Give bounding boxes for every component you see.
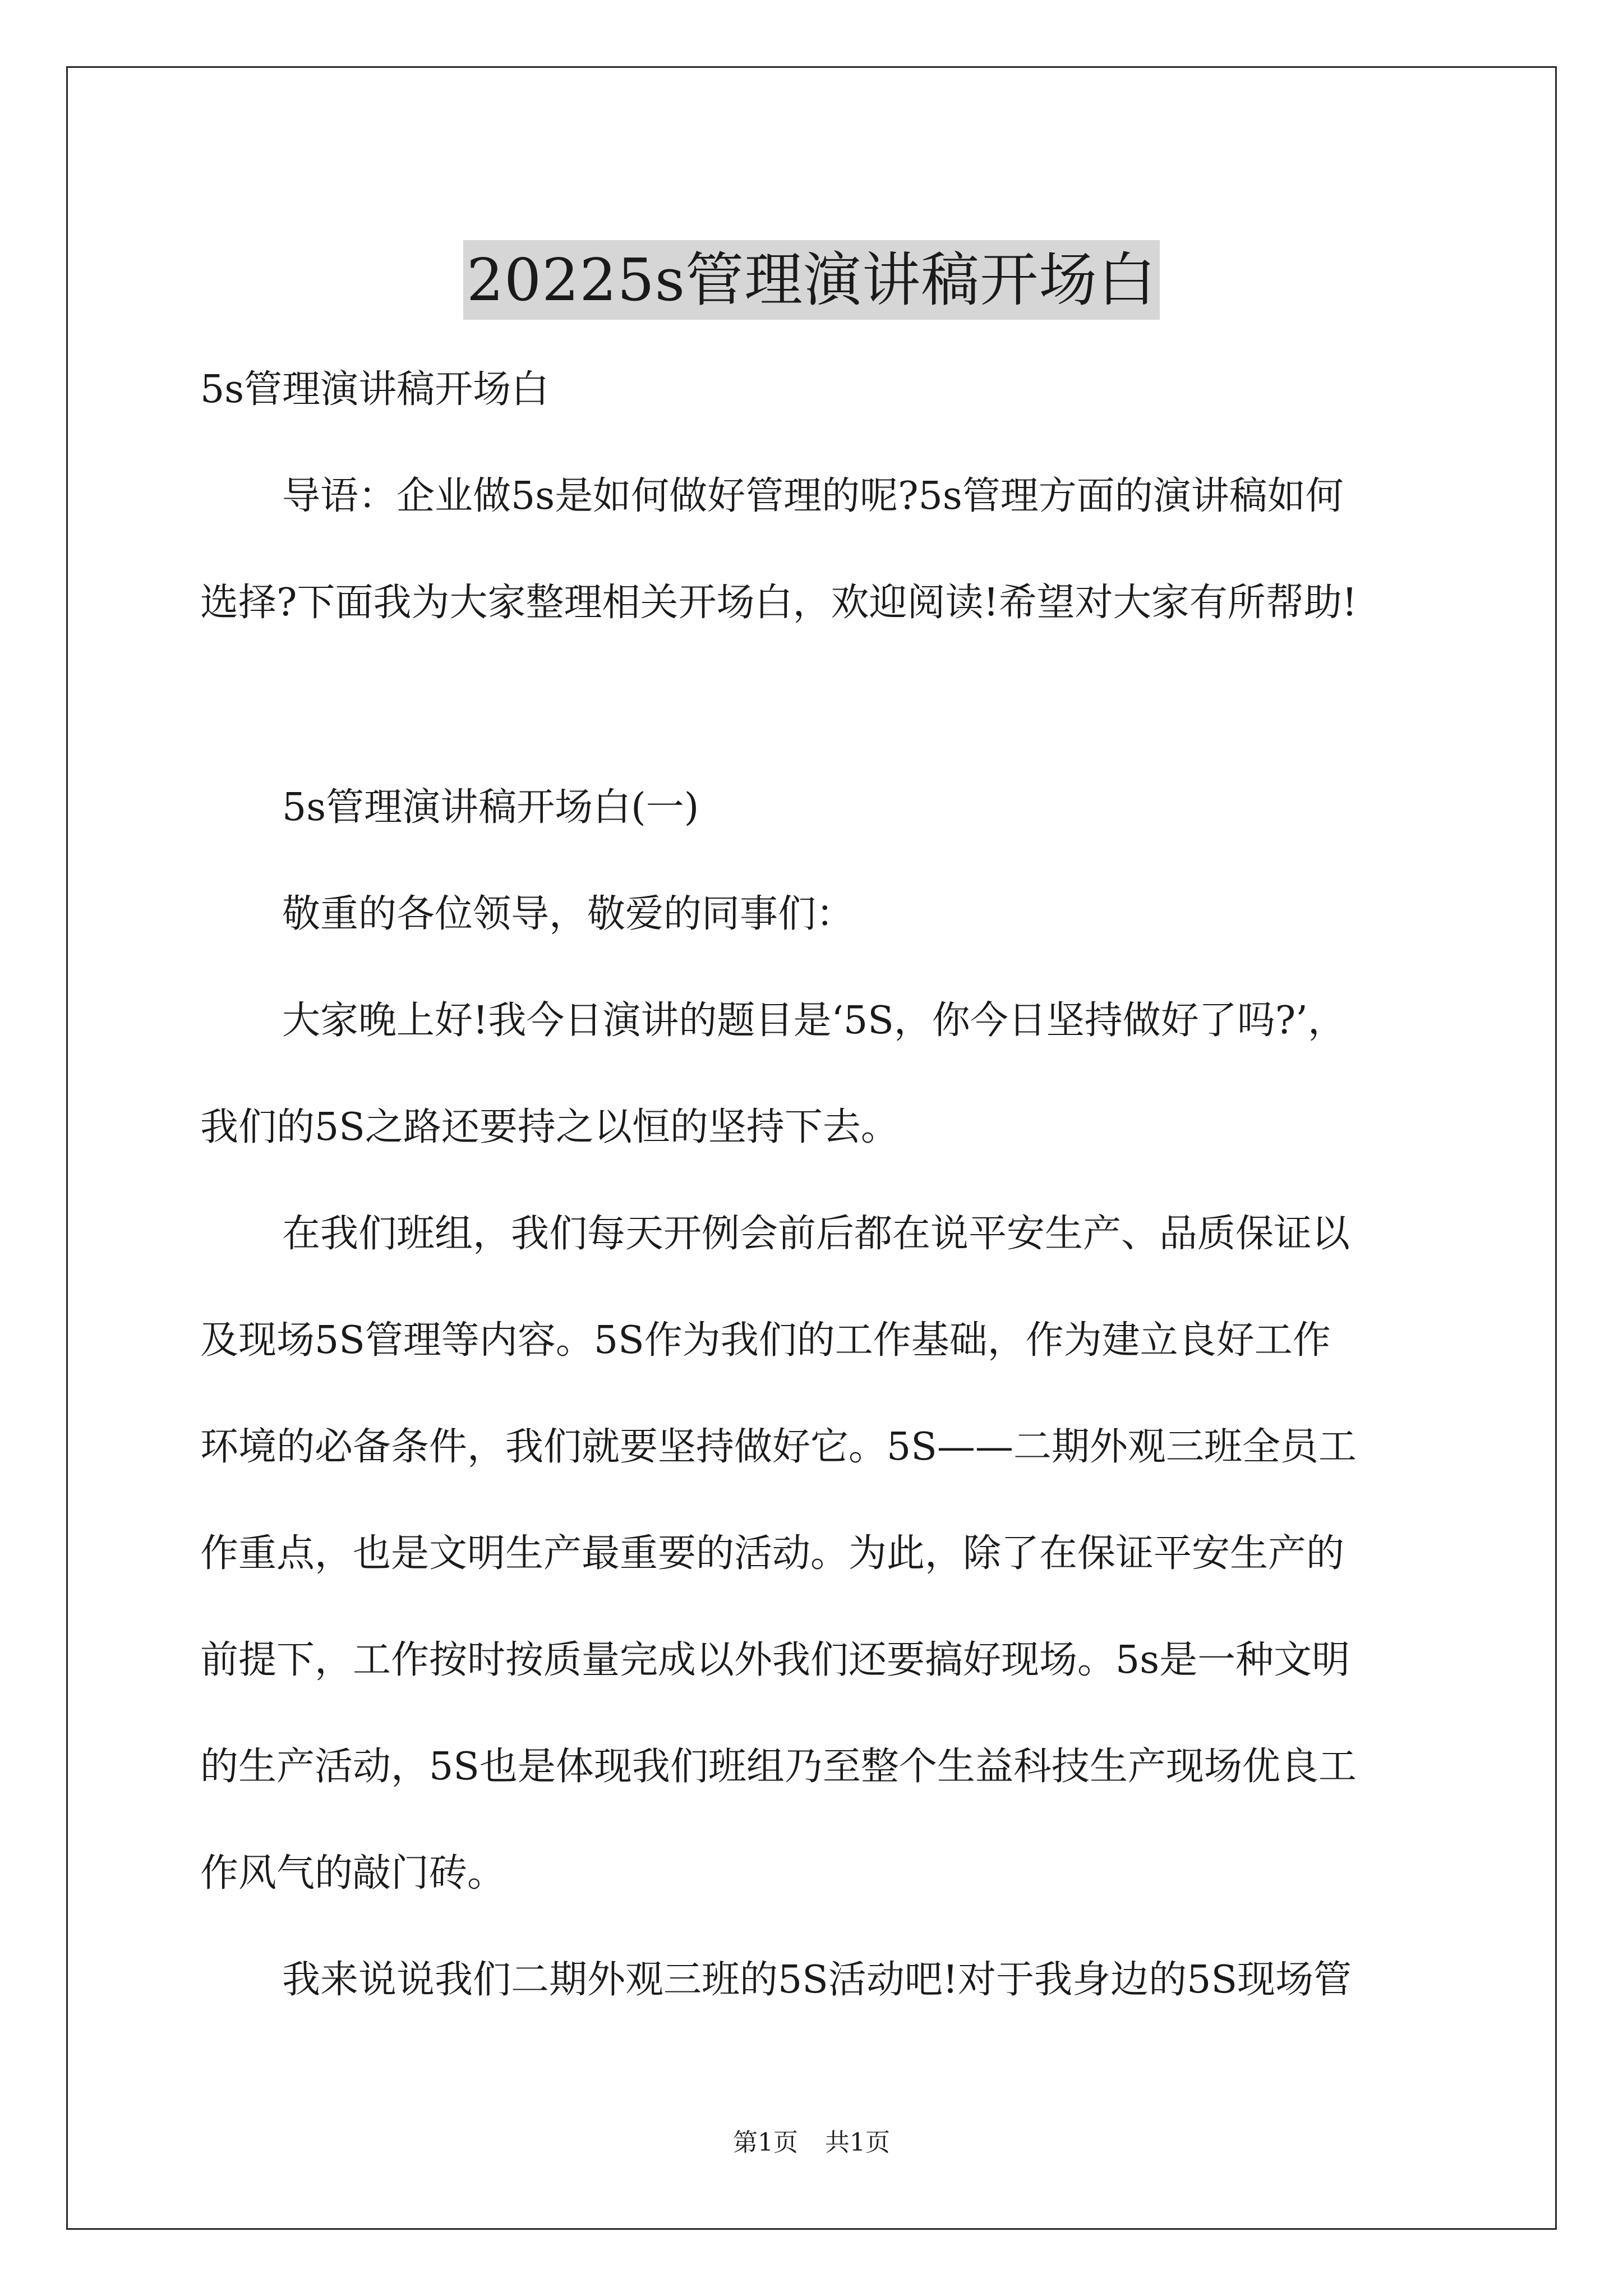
para2-line-1: 在我们班组，我们每天开例会前后都在说平安生产、品质保证以	[282, 1212, 1350, 1256]
page-number-total: 共1页	[825, 2128, 890, 2157]
intro-line-2: 选择?下面我为大家整理相关开场白，欢迎阅读!希望对大家有所帮助!	[200, 581, 1358, 625]
intro-line-1: 导语：企业做5s是如何做好管理的呢?5s管理方面的演讲稿如何	[282, 474, 1344, 518]
document-title: 20225s管理演讲稿开场白	[463, 240, 1160, 320]
title-container	[0, 201, 1623, 358]
document-subtitle: 5s管理演讲稿开场白	[200, 367, 550, 412]
page-number-current: 第1页	[733, 2128, 798, 2157]
para2-line-4: 作重点，也是文明生产最重要的活动。为此，除了在保证平安生产的	[200, 1531, 1345, 1576]
greeting-line: 敬重的各位领导，敬爱的同事们：	[282, 892, 855, 936]
para3-line-1: 我来说说我们二期外观三班的5S活动吧!对于我身边的5S现场管	[282, 1958, 1352, 2002]
section-heading: 5s管理演讲稿开场白(一)	[282, 785, 699, 830]
para2-line-6: 的生产活动，5S也是体现我们班组乃至整个生益科技生产现场优良工	[200, 1745, 1357, 1789]
para1-line-2: 我们的5S之路还要持之以恒的坚持下去。	[200, 1105, 899, 1149]
para2-line-2: 及现场5S管理等内容。5S作为我们的工作基础，作为建立良好工作	[200, 1318, 1331, 1363]
para2-line-5: 前提下，工作按时按质量完成以外我们还要搞好现场。5s是一种文明	[200, 1638, 1350, 1682]
para2-line-7: 作风气的敲门砖。	[200, 1851, 506, 1895]
para1-line-1: 大家晚上好!我今日演讲的题目是‘5S，你今日坚持做好了吗?’，	[282, 999, 1346, 1043]
para2-line-3: 环境的必备条件，我们就要坚持做好它。5S——二期外观三班全员工	[200, 1425, 1357, 1469]
page-footer	[0, 2126, 1623, 2160]
